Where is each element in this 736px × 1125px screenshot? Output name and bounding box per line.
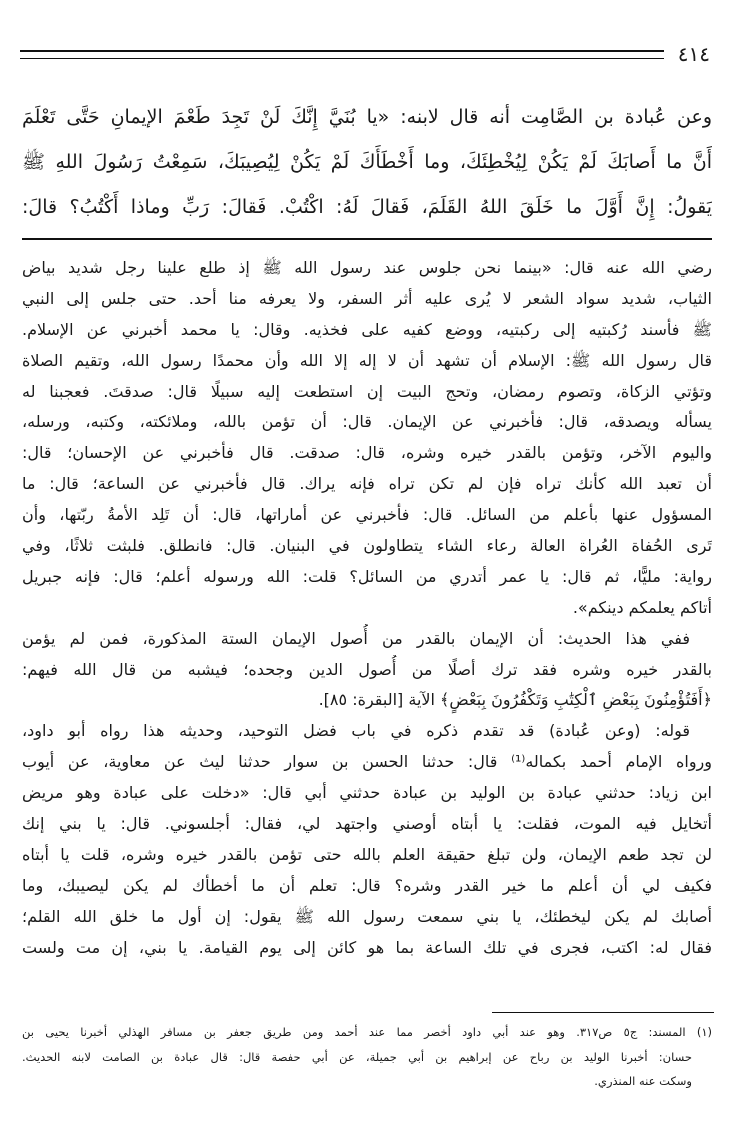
hadith-main-text bbox=[22, 95, 712, 230]
commentary-line: رواية: مليًّا، ثم قال: يا عمر أتدري من السائل؟ قلت: الله ورسوله أعلم؛ قال: فإنه جبريل bbox=[22, 566, 712, 586]
commentary-line: واليوم الآخر، وتؤمن بالقدر خيره وشره، قال: صدقت. قال فأخبرني عن الإحسان؛ قال: bbox=[22, 443, 712, 463]
footnote-line: حسان: أخبرنا الوليد بن رباح عن إبراهيم بن أبي جميلة، عن أبي حفصة قال: قال عبادة بن الصامت لابنه الحديث. bbox=[22, 1049, 692, 1064]
commentary-line: فكيف لي أن أعلم ما خير القدر وشره؟ قال: تعلم أن ما أخطأك لم يكن ليصيبك، وما bbox=[22, 875, 712, 895]
commentary-line: أتخايل فيه الموت، فقلت: يا أبتاه أوصني واجتهد لي، فقال: أجلسوني. قال: يا بني إنك bbox=[22, 814, 712, 834]
commentary-line: لن تجد طعم الإيمان، ولن تبلغ حقيقة العلم بالله حتى تؤمن بالقدر خيره وشره، قلت يا أبتاه bbox=[22, 844, 712, 864]
commentary-line: ابن زياد: حدثني عبادة بن الوليد بن عبادة حدثني أبي قال: «دخلت على عبادة وهو مريض bbox=[22, 783, 712, 803]
quran-verse-line: ﴿أَفَتُؤْمِنُونَ بِبَعْضِ ٱلْكِتَٰبِ وَتَكْفُرُونَ بِبَعْضٍ﴾ الآية [البقرة: ٨٥]. bbox=[318, 690, 712, 710]
main-text-line: وعن عُبادة بن الصَّامِت أنه قال لابنه: «يا بُنَيَّ إِنَّكَ لَنْ تَجِدَ طَعْمَ الإيمانِ حَتَّى تَعْلَمَ bbox=[22, 106, 712, 128]
commentary-line: أتاكم يعلمكم دينكم». bbox=[572, 597, 712, 617]
page-number: ٤١٤ bbox=[677, 42, 710, 66]
header-double-rule bbox=[20, 50, 664, 59]
commentary-line: رضي الله عنه قال: «بينما نحن جلوس عند رسول الله ﷺ إذ طلع علينا رجل شديد بياض bbox=[22, 258, 712, 277]
commentary-line: ﷺ فأسند رُكبتيه إلى ركبتيه، ووضع كفيه على فخذيه. وقال: يا محمد أخبرني عن الإسلام. bbox=[22, 319, 712, 339]
commentary-line: ففي هذا الحديث: أن الإيمان بالقدر من أُصول الإيمان الستة المذكورة، فمن لم يؤمن bbox=[22, 628, 690, 648]
main-text-line: يَقولُ: إِنَّ أَوَّلَ ما خَلَقَ اللهُ القَلَمَ، فَقالَ لَهُ: اكْتُبْ. فَقالَ: رَبِّ وماذا أَكْتُبُ؟ قالَ: bbox=[22, 196, 712, 218]
commentary-line: بالقدر خيره وشره فقد ترك أصلًا من أُصول الدين وجحده؛ فيشبه من قال الله فيهم: bbox=[22, 659, 712, 679]
main-text-line: أَنَّ ما أَصابَكَ لَمْ يَكُنْ لِيُخْطِئَكَ، وما أَخْطَأَكَ لَمْ يَكُنْ لِيُصِيبَكَ، سَمِعْتُ رَسُولَ اللهِ ﷺ bbox=[22, 151, 712, 173]
commentary-line: الثياب، شديد سواد الشعر لا يُرى عليه أثر السفر، ولا يعرفه منا أحد. حتى جلس إلى النبي bbox=[22, 288, 712, 308]
commentary-line: تَرى الحُفاة العُراة العالة رعاء الشاء يتطاولون في البنيان. قال: فانطلق. فلبثت ثلاثًا، وفي bbox=[22, 536, 712, 556]
commentary-line: قال رسول الله ﷺ: الإسلام أن تشهد أن لا إله إلا الله وأن محمدًا رسول الله، وتقيم الصلاة bbox=[22, 350, 712, 370]
commentary-line: فقال له: اكتب، فجرى في تلك الساعة بما هو كائن إلى يوم القيامة. يا بني، إن مت ولست bbox=[22, 937, 712, 957]
footnote-line: وسكت عنه المنذري. bbox=[594, 1074, 692, 1088]
commentary-text bbox=[22, 253, 712, 963]
footnotes bbox=[22, 1020, 712, 1094]
commentary-line: أن تعبد الله كأنك تراه فإن لم تكن تراه فإنه يراك. قال فأخبرني عن الساعة؛ قال: ما bbox=[22, 474, 712, 494]
commentary-line: المسؤول عنها بأعلم من السائل. قال: فأخبرني عن أماراتها، قال: أن تَلِد الأمةُ ربّتها، وأن bbox=[22, 505, 712, 525]
page-header bbox=[20, 40, 710, 70]
footnote-separator bbox=[492, 1012, 714, 1013]
commentary-line: أصابك لم يكن ليخطئك، يا بني سمعت رسول الله ﷺ يقول: إن أول ما خلق الله القلم؛ bbox=[22, 906, 712, 926]
footnote-line: (١) المسند: ج٥ ص٣١٧. وهو عند أبي داود أخصر مما عند أحمد ومن طريق جعفر بن مسافر الهذلي أخبرنا يحيى بن bbox=[22, 1025, 712, 1039]
commentary-line: ورواه الإمام أحمد بكماله⁽¹⁾ قال: حدثنا الحسن بن سوار حدثنا ليث عن معاوية، عن أيوب bbox=[22, 752, 712, 772]
commentary-line: قوله: (وعن عُبادة) قد تقدم ذكره في باب فضل التوحيد، وحديثه هذا رواه أبو داود، bbox=[22, 721, 690, 741]
commentary-line: وتؤتي الزكاة، وتصوم رمضان، وتحج البيت إن استطعت إليه سبيلًا قال: صدقتَ. فعجبنا له bbox=[22, 381, 712, 401]
commentary-line: يسأله ويصدقه، قال: فأخبرني عن الإيمان. قال: أن تؤمن بالله، وملائكته، وكتبه، ورسله، bbox=[22, 412, 712, 432]
main-text-separator bbox=[22, 238, 712, 240]
